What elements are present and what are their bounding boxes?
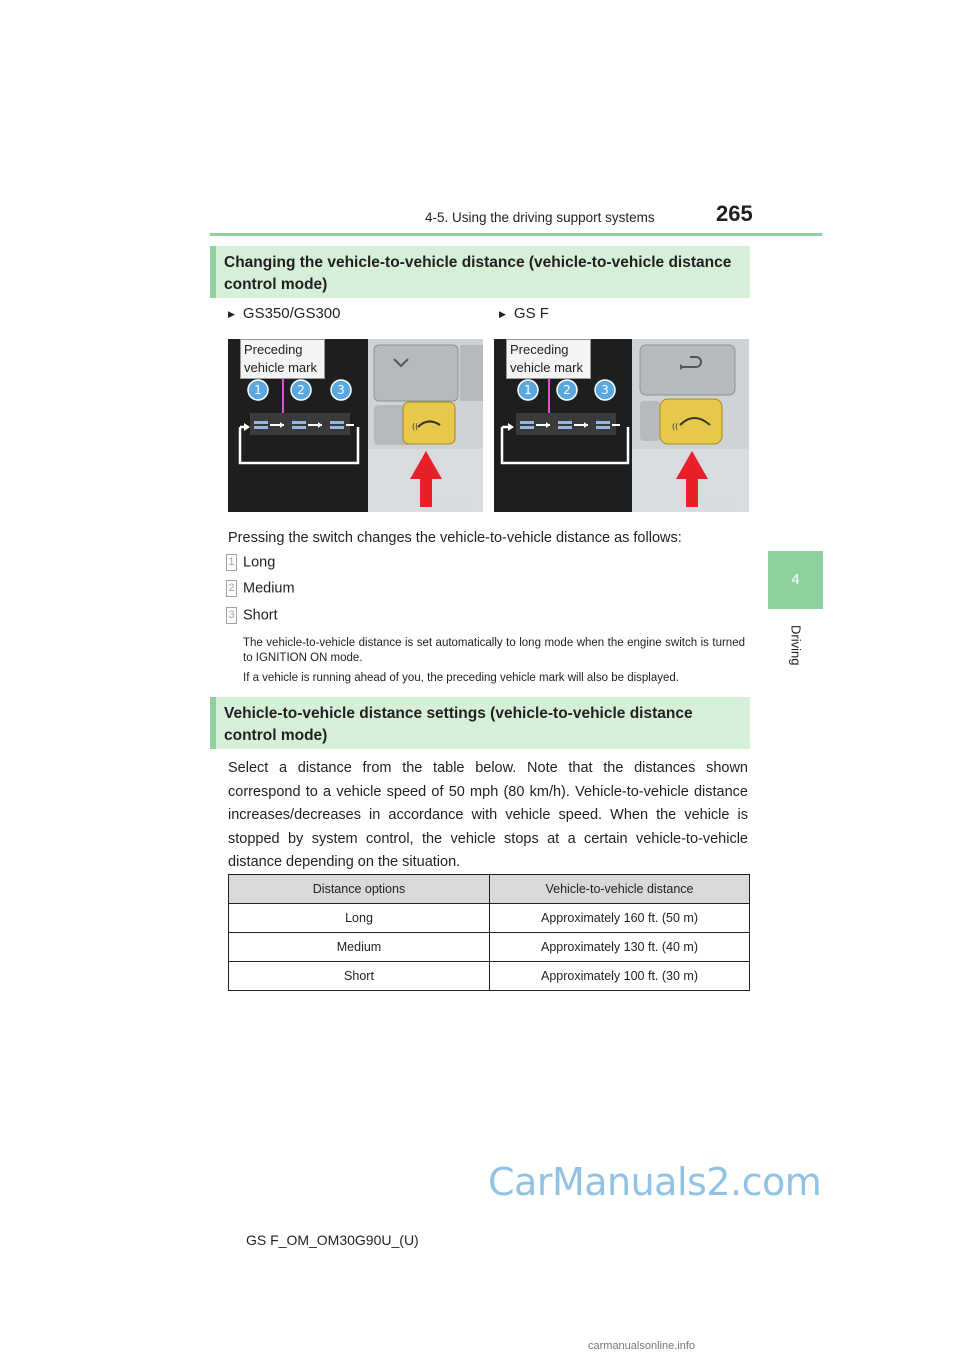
steering-switch-illustration-gsf bbox=[494, 339, 749, 512]
svg-text:1: 1 bbox=[524, 383, 532, 397]
model-name: GS F bbox=[513, 305, 549, 322]
table-header-row bbox=[229, 875, 750, 904]
footer-doc-code: GS F_OM_OM30G90U_(U) bbox=[246, 1232, 419, 1248]
svg-text:2: 2 bbox=[297, 383, 305, 397]
table-cell: Approximately 100 ft. (30 m) bbox=[490, 962, 750, 991]
table-cell: Short bbox=[229, 962, 490, 991]
chapter-tab[interactable]: 4 bbox=[768, 551, 823, 609]
note-preceding-mark: If a vehicle is running ahead of you, the preceding vehicle mark will also be displayed. bbox=[243, 672, 679, 684]
settings-paragraph: Select a distance from the table below. Note that the distances shown correspond to a vehicle speed of 50 mph (80 km/h). Vehicle-to-vehicle distance increases/decreases in accordance with vehicle speed. When the vehicle is stopped by system control, the vehicle stops at a certain vehicle-to-vehicle distance depending on the situation. bbox=[228, 760, 748, 870]
list-item bbox=[226, 554, 275, 574]
illustration-code: IN45GF317 bbox=[699, 502, 735, 509]
column-header: Distance options bbox=[229, 875, 490, 904]
svg-text:((: (( bbox=[412, 422, 419, 431]
page-number: 265 bbox=[716, 201, 753, 226]
list-item bbox=[226, 580, 295, 600]
list-item-label: Medium bbox=[243, 580, 295, 597]
preceding-vehicle-mark-callout: Preceding vehicle mark bbox=[240, 339, 325, 379]
model-label-gsf bbox=[499, 305, 549, 322]
distance-table bbox=[228, 874, 750, 991]
list-item bbox=[226, 607, 278, 627]
note-ignition-default: The vehicle-to-vehicle distance is set automatically to long mode when the engine switch is turned to IGNITION ON mode. bbox=[243, 637, 745, 664]
svg-text:((: (( bbox=[672, 422, 679, 431]
table-cell: Medium bbox=[229, 933, 490, 962]
watermark-logo[interactable]: CarManuals2.com bbox=[488, 1160, 822, 1204]
number-3-icon: 3 bbox=[226, 607, 237, 624]
list-item-label: Long bbox=[243, 554, 276, 571]
triangle-bullet-icon: ▶ bbox=[228, 308, 235, 319]
column-header: Vehicle-to-vehicle distance bbox=[490, 875, 750, 904]
section-heading-distance-settings: Vehicle-to-vehicle distance settings (vehicle-to-vehicle distance control mode) bbox=[210, 697, 750, 749]
steering-switch-illustration-gs350 bbox=[228, 339, 483, 512]
header-rule bbox=[210, 233, 822, 236]
svg-text:2: 2 bbox=[563, 383, 571, 397]
table-row bbox=[229, 933, 750, 962]
list-item-label: Short bbox=[243, 607, 278, 624]
preceding-vehicle-mark-callout: Preceding vehicle mark bbox=[506, 339, 591, 379]
header-section-title: 4-5. Using the driving support systems bbox=[425, 210, 655, 225]
table-row bbox=[229, 962, 750, 991]
number-1-icon: 1 bbox=[226, 554, 237, 571]
table-cell: Approximately 130 ft. (40 m) bbox=[490, 933, 750, 962]
model-name: GS350/GS300 bbox=[242, 305, 341, 322]
intro-paragraph: Pressing the switch changes the vehicle-to-vehicle distance as follows: bbox=[228, 530, 682, 546]
watermark-url: carmanualsonline.info bbox=[588, 1340, 696, 1352]
table-row bbox=[229, 904, 750, 933]
svg-text:1: 1 bbox=[254, 383, 262, 397]
chapter-label: Driving bbox=[788, 625, 804, 666]
table-cell: Approximately 160 ft. (50 m) bbox=[490, 904, 750, 933]
illustration-code: IN45GS317 bbox=[433, 502, 469, 509]
model-label-gs350 bbox=[228, 305, 341, 322]
table-cell: Long bbox=[229, 904, 490, 933]
section-heading-changing-distance: Changing the vehicle-to-vehicle distance (vehicle-to-vehicle distance control mode) bbox=[210, 246, 750, 298]
triangle-bullet-icon: ▶ bbox=[499, 308, 506, 319]
svg-text:3: 3 bbox=[337, 383, 345, 397]
svg-text:3: 3 bbox=[601, 383, 609, 397]
number-2-icon: 2 bbox=[226, 580, 237, 597]
